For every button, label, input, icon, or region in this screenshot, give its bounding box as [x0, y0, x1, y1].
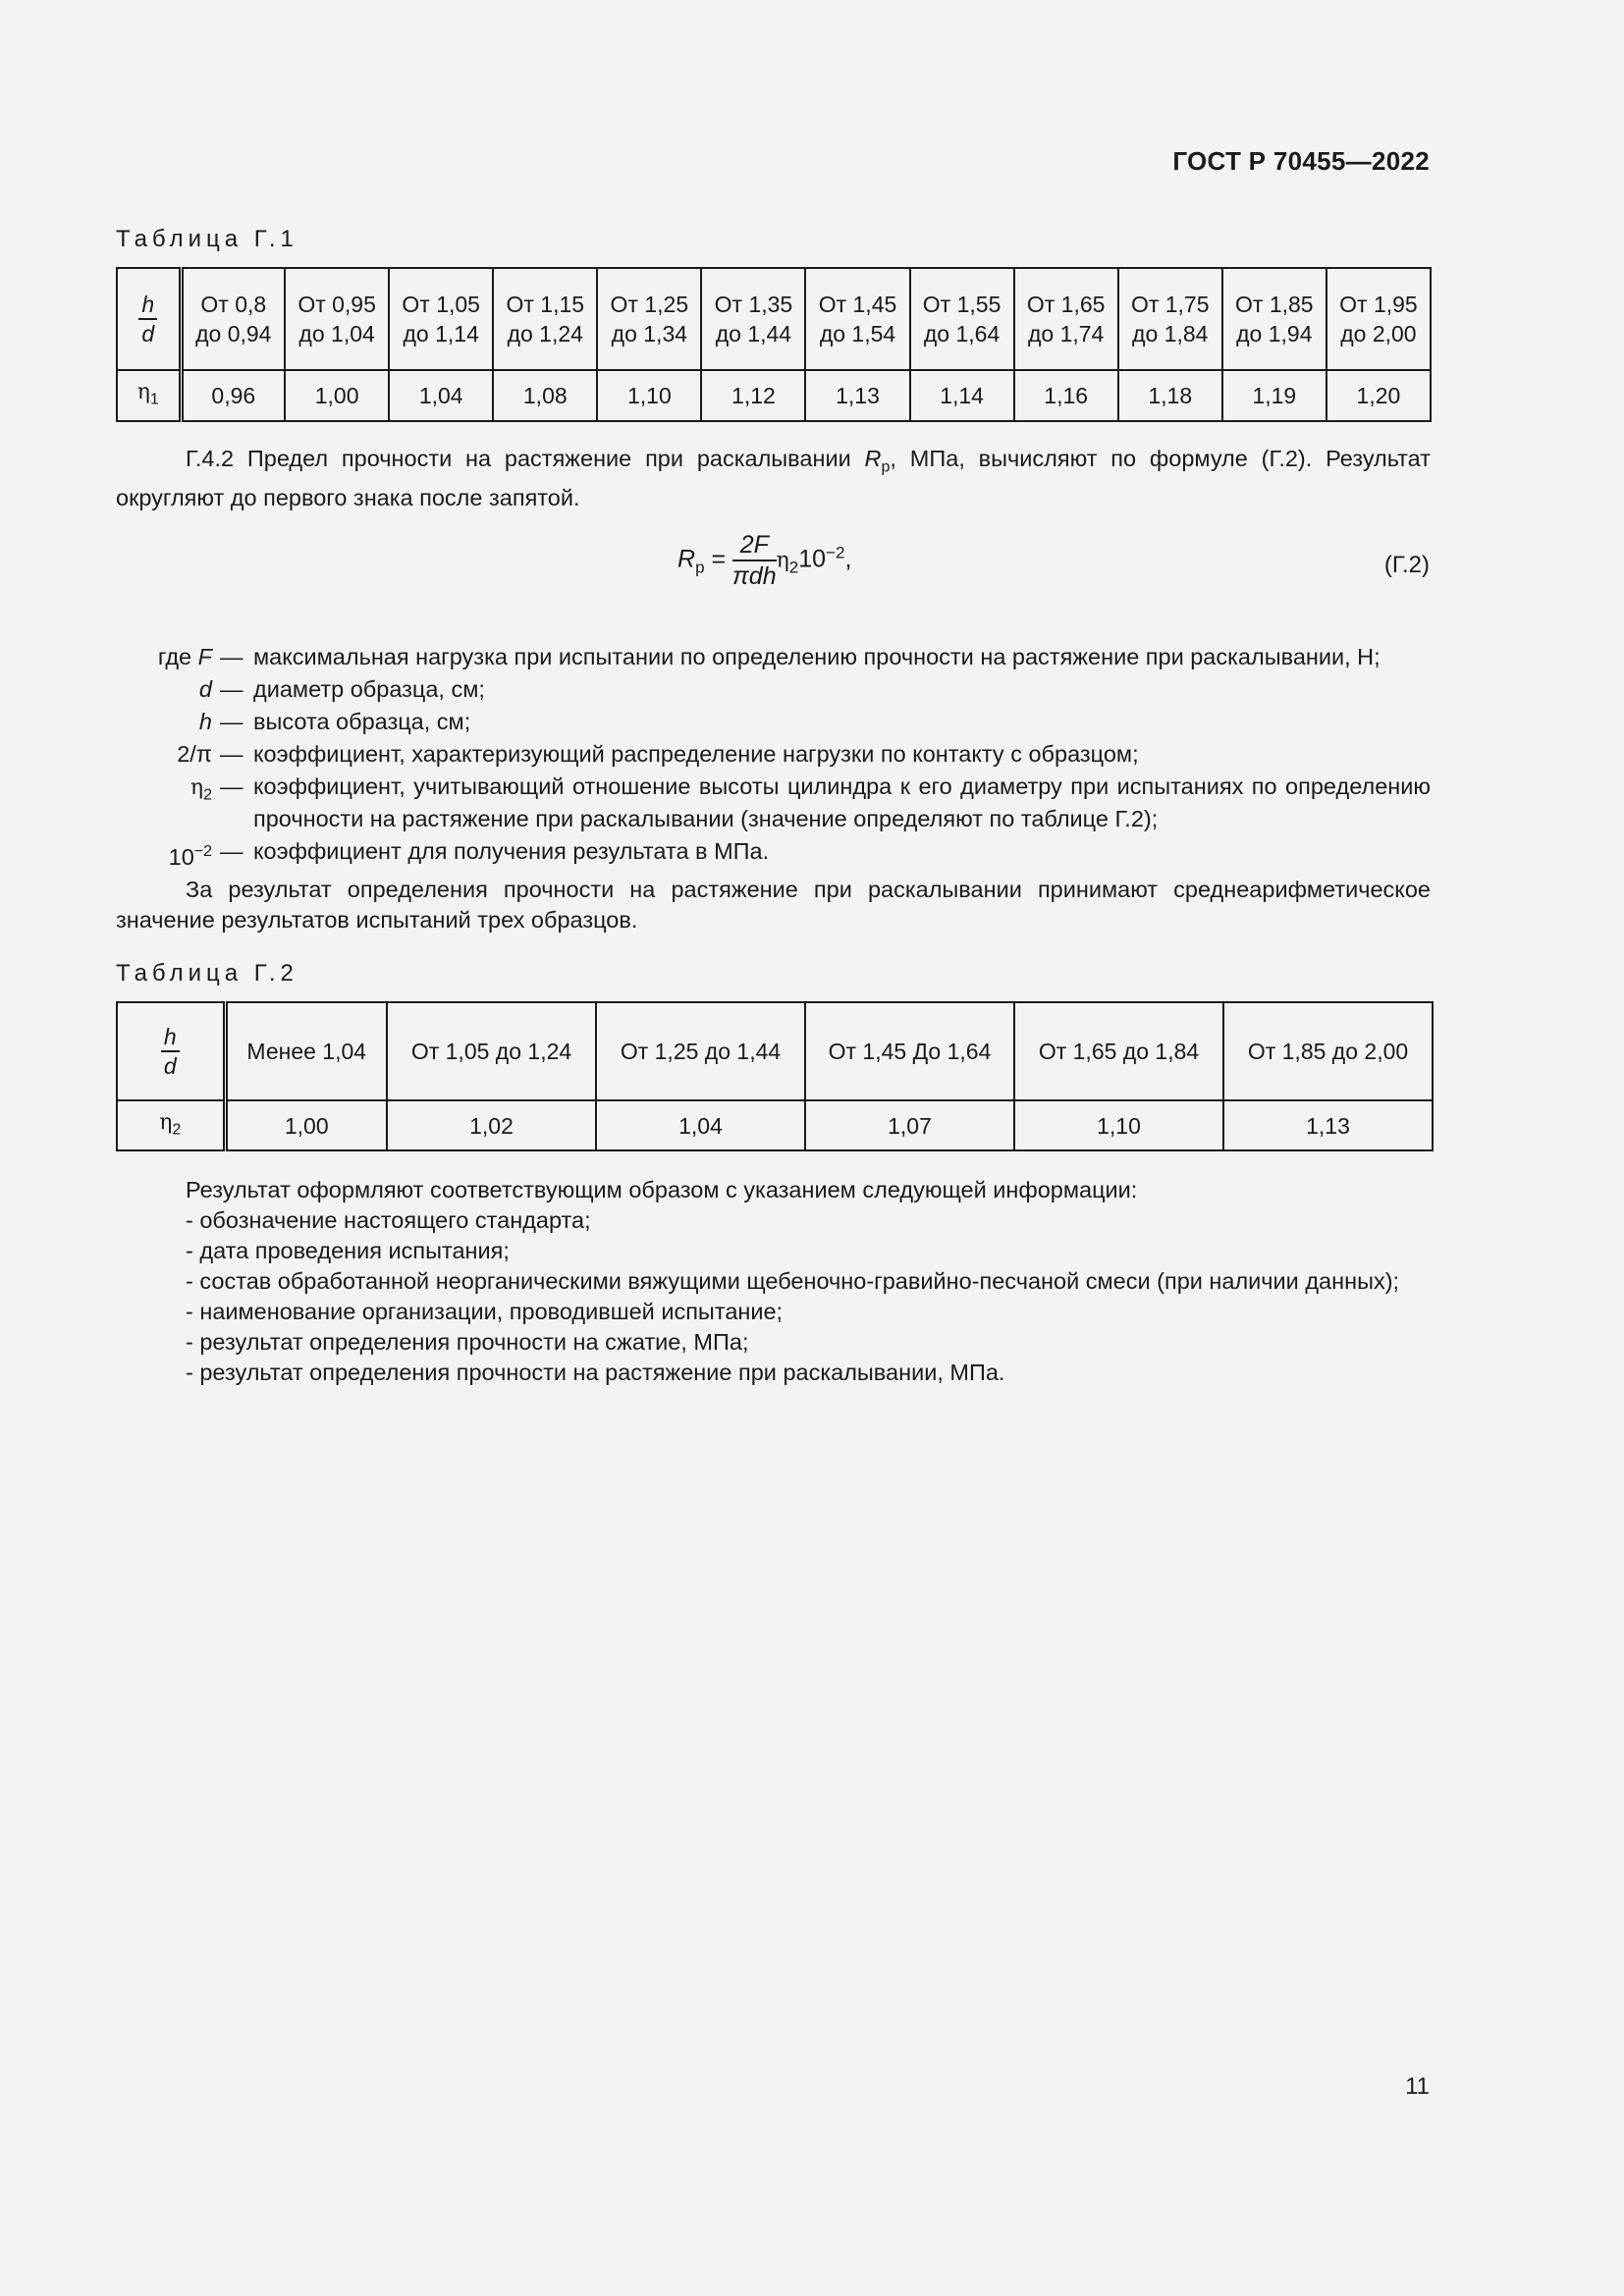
table1-value-cell: 1,08 — [493, 370, 597, 421]
table1-eta-header: $\eta_1$ — [117, 370, 181, 421]
table2-caption: Таблица Г.2 — [116, 960, 298, 987]
clause-g42: Г.4.2 Предел прочности на растяжение при раскалывании $R_р$, МПа, вычисляют по формуле (Г.2). Результат округляют до первого знака после запятой. — [116, 446, 1431, 510]
definition-dash: — — [220, 644, 244, 669]
definition-dash: — — [220, 774, 244, 799]
table2-range-header: Менее 1,04 — [225, 1002, 387, 1100]
table1-value-cell: 1,00 — [285, 370, 389, 421]
definition-symbol: $\eta_2$ — [189, 775, 212, 804]
definition-dash: — — [220, 676, 244, 702]
definition-symbol: 2/π — [177, 741, 212, 767]
table1-ratio-header: $\frac{h}{d}$ — [117, 268, 181, 370]
report-item: - обозначение настоящего стандарта; — [186, 1207, 591, 1233]
definition-symbol: где F — [157, 644, 212, 669]
table2-ratio-header: $\frac{h}{d}$ — [117, 1002, 225, 1100]
table1-value-cell: 1,10 — [597, 370, 701, 421]
table2-value-cell: 1,00 — [225, 1100, 387, 1150]
report-item: - результат определения прочности на сжатие, МПа; — [186, 1329, 749, 1355]
table2-value-cell: 1,02 — [387, 1100, 596, 1150]
report-intro: Результат оформляют соответствующим образом с указанием следующей информации: — [186, 1177, 1138, 1202]
definition-row — [116, 738, 1431, 771]
table2-value-cell: 1,10 — [1014, 1100, 1223, 1150]
standard-number: ГОСТ Р 70455—2022 — [1172, 146, 1430, 176]
table1-value-cell: 1,04 — [389, 370, 493, 421]
table2-range-header: От 1,45 До 1,64 — [805, 1002, 1014, 1100]
symbol-definitions — [116, 641, 1431, 874]
table1-value-cell: 1,13 — [805, 370, 909, 421]
result-paragraph: За результат определения прочности на растяжение при раскалывании принимают среднеарифметическое значение результатов испытаний трех образцов. — [116, 877, 1431, 933]
table2-range-header: От 1,85 до 2,00 — [1223, 1002, 1433, 1100]
definition-dash: — — [220, 838, 244, 864]
table2-range-header: От 1,05 до 1,24 — [387, 1002, 596, 1100]
table1-range-header: От 1,55 до 1,64 — [910, 268, 1014, 370]
table1-value-cell: 1,14 — [910, 370, 1014, 421]
table1-value-cell: 1,18 — [1118, 370, 1222, 421]
table1-range-header: От 1,85 до 1,94 — [1222, 268, 1326, 370]
report-item: - наименование организации, проводившей испытание; — [186, 1299, 784, 1324]
definition-symbol: $10^{-2}$ — [168, 843, 212, 870]
table2-value-cell: 1,07 — [805, 1100, 1014, 1150]
table1-range-header: От 1,95 до 2,00 — [1326, 268, 1431, 370]
definition-dash: — — [220, 741, 244, 767]
definition-symbol: d — [198, 676, 212, 702]
definition-row — [116, 673, 1431, 706]
definition-dash: — — [220, 709, 244, 734]
table1-range-header: От 1,75 до 1,84 — [1118, 268, 1222, 370]
table1-range-header: От 1,35 до 1,44 — [701, 268, 805, 370]
definition-row — [116, 771, 1431, 835]
report-list — [116, 1175, 1431, 1388]
table1-range-header: От 1,45 до 1,54 — [805, 268, 909, 370]
report-item: - состав обработанной неорганическими вяжущими щебеночно-гравийно-песчаной смеси (при наличии данных); — [186, 1268, 1400, 1294]
definition-text: коэффициент для получения результата в МПа. — [253, 838, 770, 864]
table1-range-header: От 1,15 до 1,24 — [493, 268, 597, 370]
table2-range-header: От 1,65 до 1,84 — [1014, 1002, 1223, 1100]
formula-number: (Г.2) — [1383, 552, 1430, 578]
definition-row — [116, 835, 1431, 874]
definition-text: максимальная нагрузка при испытании по определению прочности на растяжение при раскалывании, Н; — [253, 644, 1380, 669]
definition-text: диаметр образца, см; — [253, 676, 485, 702]
table1-range-header: От 0,95 до 1,04 — [285, 268, 389, 370]
report-item: - результат определения прочности на растяжение при раскалывании, МПа. — [186, 1360, 1005, 1385]
table1-range-header: От 1,25 до 1,34 — [597, 268, 701, 370]
table1-value-cell: 1,20 — [1326, 370, 1431, 421]
definition-row — [116, 706, 1431, 738]
definition-text: коэффициент, учитывающий отношение высоты цилиндра к его диаметру при испытаниях по определению прочности на растяжение при раскалывании (значение определяют по таблице Г.2); — [253, 774, 1431, 831]
table1-value-cell: 0,96 — [181, 370, 285, 421]
table1-caption: Таблица Г.1 — [116, 226, 298, 252]
table2-range-header: От 1,25 до 1,44 — [596, 1002, 805, 1100]
table2-eta-header: $\eta_2$ — [117, 1100, 225, 1150]
definition-text: коэффициент, характеризующий распределение нагрузки по контакту с образцом; — [253, 741, 1139, 767]
definition-row — [116, 641, 1431, 673]
table1-range-header: От 1,05 до 1,14 — [389, 268, 493, 370]
table1-range-header: От 1,65 до 1,74 — [1014, 268, 1118, 370]
table1-value-cell: 1,16 — [1014, 370, 1118, 421]
table2-value-cell: 1,13 — [1223, 1100, 1433, 1150]
definition-symbol: h — [198, 709, 212, 734]
table1-value-cell: 1,19 — [1222, 370, 1326, 421]
table2-value-cell: 1,04 — [596, 1100, 805, 1150]
report-item: - дата проведения испытания; — [186, 1238, 510, 1263]
formula-g2: $R_р$ = $\frac{2F}{\text{πdh}}$ $\eta_210^{-2}$, — [677, 531, 852, 590]
table2 — [116, 1001, 1434, 1151]
table1-range-header: От 0,8 до 0,94 — [181, 268, 285, 370]
definition-text: высота образца, см; — [253, 709, 471, 734]
page-number: 11 — [1405, 2073, 1430, 2100]
table1 — [116, 267, 1432, 422]
table1-value-cell: 1,12 — [701, 370, 805, 421]
